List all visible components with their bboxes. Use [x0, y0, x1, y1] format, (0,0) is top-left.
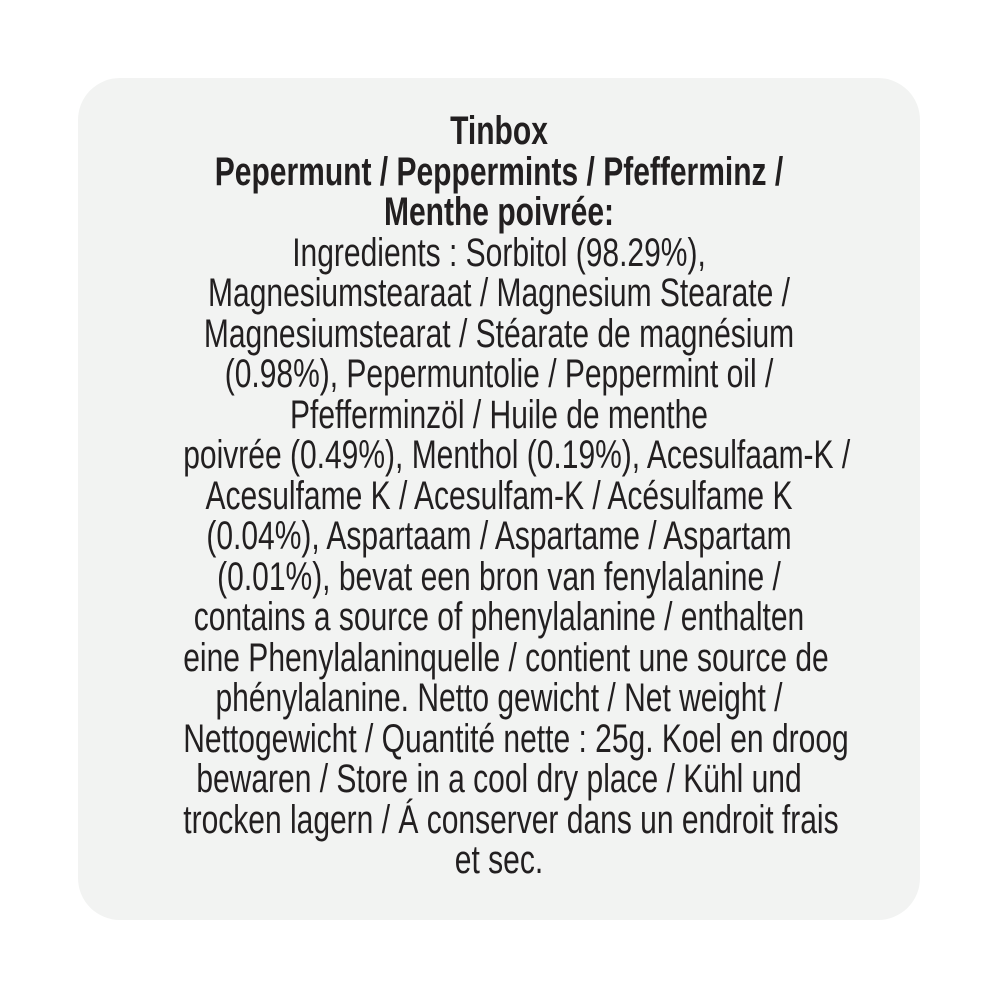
label-line: Acesulfame K / Acesulfam-K / Acésulfame K	[205, 473, 793, 518]
label-line: phénylalanine. Netto gewicht / Net weight /	[215, 676, 783, 720]
label-line: (0.04%), Aspartaam / Aspartame / Aspartam	[206, 514, 792, 558]
label-line: (0.98%), Pepermuntolie / Peppermint oil /	[224, 352, 774, 396]
label-line: Magnesiumstearaat / Magnesium Stearate /	[208, 271, 790, 315]
label-heading-line: Pepermunt / Peppermints / Pfefferminz /	[214, 149, 784, 194]
label-heading-line: Tinbox	[450, 109, 548, 153]
label-line: eine Phenylalaninquelle / contient une source de	[183, 635, 829, 680]
product-label-card	[78, 78, 920, 920]
label-line: trocken lagern / Á conserver dans un endroit frais	[183, 797, 839, 842]
label-line: Pfefferminzöl / Huile de menthe	[289, 392, 708, 437]
label-line: bewaren / Store in a cool dry place / Kühl und	[196, 757, 802, 801]
label-line: poivrée (0.49%), Menthol (0.19%), Acesulfaam-K /	[183, 433, 851, 477]
ingredients-label	[78, 111, 920, 881]
label-line: (0.01%), bevat een bron van fenylalanine /	[217, 554, 781, 599]
label-line: contains a source of phenylalanine / enthalten	[193, 595, 805, 639]
label-line: Ingredients : Sorbitol (98.29%),	[292, 230, 706, 275]
label-line: Nettogewicht / Quantité nette : 25g. Koel en droog	[183, 716, 849, 761]
label-line: et sec.	[454, 838, 544, 882]
label-heading-line: Menthe poivrée:	[383, 190, 615, 234]
label-line: Magnesiumstearat / Stéarate de magnésium	[203, 311, 795, 356]
